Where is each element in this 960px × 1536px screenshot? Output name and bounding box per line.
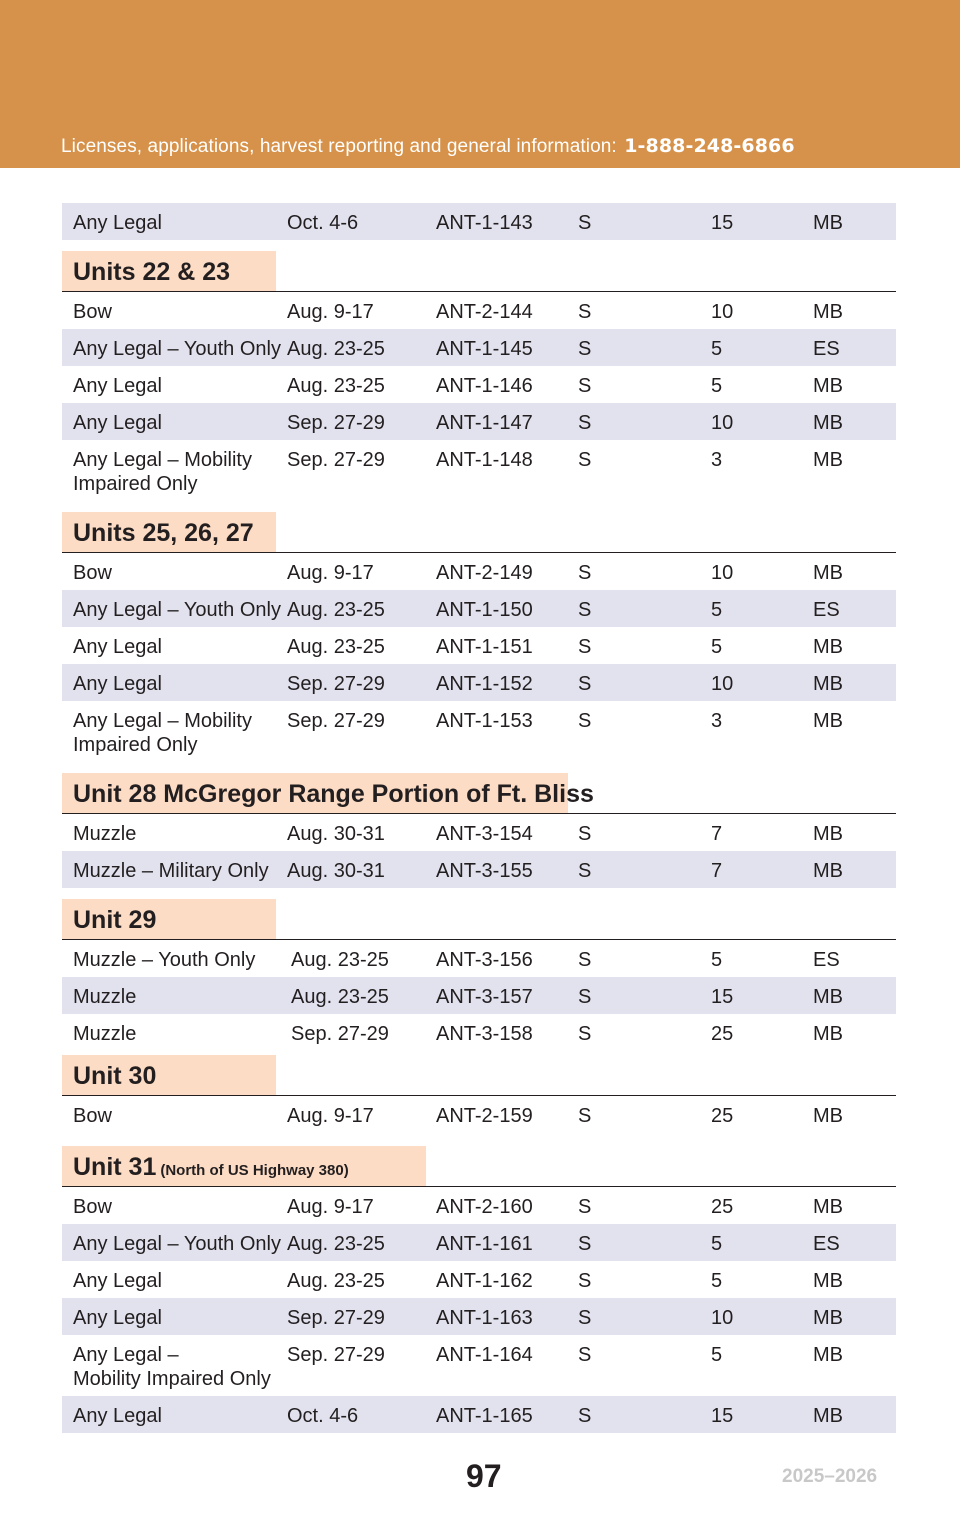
unit-subtitle: (North of US Highway 380): [160, 1162, 349, 1179]
hunt-name: Any Legal: [73, 1270, 162, 1292]
license-type: S: [578, 1405, 592, 1427]
unit-title: Units 22 & 23: [62, 251, 276, 291]
unit-title: Unit 30: [62, 1055, 276, 1095]
hunt-name: Muzzle: [73, 986, 137, 1008]
hunt-dates: Sep. 27-29: [287, 412, 385, 434]
hunt-name: [73, 709, 252, 757]
unit-heading: [62, 1133, 896, 1187]
license-type: S: [578, 1270, 592, 1292]
table-row: [62, 851, 896, 888]
table-row: [62, 1014, 896, 1051]
table-row: [62, 403, 896, 440]
license-type: S: [578, 673, 592, 695]
table-row: [62, 701, 896, 762]
hunt-dates: Aug. 23-25: [287, 338, 385, 360]
license-type: S: [578, 1105, 592, 1127]
license-count: 5: [711, 599, 723, 621]
hunt-dates: Oct. 4-6: [287, 212, 359, 234]
license-count: 25: [711, 1196, 734, 1218]
license-count: 15: [711, 986, 734, 1008]
hunt-name: Any Legal: [73, 1405, 162, 1427]
license-type: S: [578, 375, 592, 397]
table-row: [62, 814, 896, 851]
hunt-dates: Aug. 23-25: [287, 636, 385, 658]
bag-limit: MB: [813, 860, 843, 882]
hunt-name: Bow: [73, 1105, 112, 1127]
license-count: 25: [711, 1105, 734, 1127]
hunt-dates: Aug. 23-25: [287, 1270, 385, 1292]
table-row: [62, 1335, 896, 1396]
hunt-table: [62, 203, 896, 1433]
license-type: S: [578, 212, 592, 234]
license-type: S: [578, 949, 592, 971]
hunt-dates: Sep. 27-29: [287, 710, 385, 732]
license-type: S: [578, 710, 592, 732]
hunt-name-line2: Impaired Only: [73, 473, 198, 495]
license-count: 5: [711, 1270, 723, 1292]
contact-info-text: Licenses, applications, harvest reporting and general information:: [61, 136, 617, 157]
bag-limit: MB: [813, 1105, 843, 1127]
bag-limit: MB: [813, 636, 843, 658]
hunt-dates: Aug. 23-25: [287, 375, 385, 397]
table-row: [62, 977, 896, 1014]
license-type: S: [578, 1196, 592, 1218]
license-count: 5: [711, 1344, 723, 1366]
hunt-name: Muzzle – Youth Only: [73, 949, 256, 971]
bag-limit: MB: [813, 1405, 843, 1427]
license-count: 10: [711, 301, 734, 323]
hunt-code: ANT-1-152: [436, 673, 533, 695]
license-type: S: [578, 986, 592, 1008]
unit-title-text: Unit 31: [73, 1153, 157, 1181]
hunt-dates: Sep. 27-29: [291, 1023, 389, 1045]
hunt-code: ANT-1-146: [436, 375, 533, 397]
hunt-name: Any Legal – Youth Only: [73, 338, 281, 360]
hunt-code: ANT-3-158: [436, 1023, 533, 1045]
hunt-code: ANT-2-149: [436, 562, 533, 584]
license-count: 7: [711, 860, 723, 882]
license-count: 3: [711, 710, 723, 732]
bag-limit: MB: [813, 1307, 843, 1329]
hunt-name: Muzzle: [73, 1023, 137, 1045]
bag-limit: MB: [813, 375, 843, 397]
hunt-name: Bow: [73, 562, 112, 584]
hunt-name: [73, 1343, 271, 1391]
hunt-name: Muzzle: [73, 823, 137, 845]
license-type: S: [578, 823, 592, 845]
license-type: S: [578, 1023, 592, 1045]
table-row: [62, 553, 896, 590]
hunt-name: Any Legal: [73, 375, 162, 397]
contact-info: [61, 135, 795, 158]
hunt-name: Bow: [73, 301, 112, 323]
unit-heading: [62, 762, 896, 814]
hunt-name-line2: Impaired Only: [73, 734, 198, 756]
hunt-dates: Aug. 9-17: [287, 301, 374, 323]
table-row: [62, 1096, 896, 1133]
unit-heading: [62, 501, 896, 553]
hunt-dates: Sep. 27-29: [287, 673, 385, 695]
hunt-code: ANT-1-151: [436, 636, 533, 658]
license-type: S: [578, 860, 592, 882]
license-count: 10: [711, 673, 734, 695]
table-row: [62, 590, 896, 627]
bag-limit: MB: [813, 673, 843, 695]
hunt-name: [73, 448, 252, 496]
license-count: 10: [711, 562, 734, 584]
license-count: 5: [711, 949, 723, 971]
hunt-name: Any Legal: [73, 1307, 162, 1329]
hunt-dates: Aug. 23-25: [287, 599, 385, 621]
hunt-dates: Aug. 30-31: [287, 823, 385, 845]
bag-limit: MB: [813, 212, 843, 234]
hunt-name: Any Legal: [73, 212, 162, 234]
hunt-code: ANT-1-164: [436, 1344, 533, 1366]
hunt-name: Any Legal: [73, 412, 162, 434]
hunt-code: ANT-1-143: [436, 212, 533, 234]
hunt-code: ANT-1-147: [436, 412, 533, 434]
hunt-dates: Sep. 27-29: [287, 449, 385, 471]
license-type: S: [578, 301, 592, 323]
unit-title: Unit 28 McGregor Range Portion of Ft. Bliss: [62, 773, 568, 813]
bag-limit: ES: [813, 1233, 840, 1255]
license-type: S: [578, 449, 592, 471]
hunt-code: ANT-1-162: [436, 1270, 533, 1292]
hunt-code: ANT-1-163: [436, 1307, 533, 1329]
hunt-dates: Oct. 4-6: [287, 1405, 359, 1427]
bag-limit: ES: [813, 599, 840, 621]
bag-limit: MB: [813, 1344, 843, 1366]
hunt-code: ANT-2-159: [436, 1105, 533, 1127]
hunt-code: ANT-3-157: [436, 986, 533, 1008]
bag-limit: MB: [813, 1023, 843, 1045]
hunt-dates: Aug. 30-31: [287, 860, 385, 882]
hunt-dates: Aug. 9-17: [287, 562, 374, 584]
table-row: [62, 1298, 896, 1335]
bag-limit: MB: [813, 562, 843, 584]
table-row: [62, 366, 896, 403]
table-row: [62, 440, 896, 501]
phone-number: 1-888-248-6866: [624, 135, 795, 157]
license-type: S: [578, 636, 592, 658]
hunt-code: ANT-1-153: [436, 710, 533, 732]
unit-title: [62, 1146, 426, 1186]
unit-title: Unit 29: [62, 899, 276, 939]
bag-limit: MB: [813, 823, 843, 845]
hunt-name: Any Legal: [73, 636, 162, 658]
bag-limit: MB: [813, 986, 843, 1008]
bag-limit: MB: [813, 1270, 843, 1292]
edition-year: 2025–2026: [782, 1466, 878, 1487]
hunt-code: ANT-1-161: [436, 1233, 533, 1255]
table-row: [62, 1261, 896, 1298]
table-row: [62, 1224, 896, 1261]
table-row: [62, 329, 896, 366]
hunt-code: ANT-3-156: [436, 949, 533, 971]
unit-heading: [62, 1051, 896, 1096]
license-count: 5: [711, 636, 723, 658]
license-type: S: [578, 338, 592, 360]
page-header-band: [0, 0, 960, 168]
license-count: 25: [711, 1023, 734, 1045]
hunt-name-line1: Any Legal – Mobility: [73, 710, 252, 732]
license-count: 15: [711, 212, 734, 234]
bag-limit: MB: [813, 301, 843, 323]
hunt-name: Muzzle – Military Only: [73, 860, 269, 882]
hunt-dates: Aug. 23-25: [291, 986, 389, 1008]
license-count: 10: [711, 1307, 734, 1329]
unit-title: Units 25, 26, 27: [62, 512, 276, 552]
hunt-code: ANT-3-155: [436, 860, 533, 882]
license-type: S: [578, 1307, 592, 1329]
table-row: [62, 627, 896, 664]
license-count: 3: [711, 449, 723, 471]
bag-limit: MB: [813, 710, 843, 732]
hunt-code: ANT-1-148: [436, 449, 533, 471]
bag-limit: MB: [813, 449, 843, 471]
hunt-dates: Aug. 9-17: [287, 1196, 374, 1218]
hunt-name-line1: Any Legal – Mobility: [73, 449, 252, 471]
hunt-dates: Aug. 23-25: [291, 949, 389, 971]
hunt-dates: Aug. 23-25: [287, 1233, 385, 1255]
hunt-name: Bow: [73, 1196, 112, 1218]
hunt-name-line2: Mobility Impaired Only: [73, 1368, 271, 1390]
license-type: S: [578, 412, 592, 434]
table-row: [62, 940, 896, 977]
license-type: S: [578, 1233, 592, 1255]
bag-limit: ES: [813, 338, 840, 360]
table-row: [62, 203, 896, 240]
hunt-code: ANT-2-160: [436, 1196, 533, 1218]
bag-limit: MB: [813, 412, 843, 434]
page-number: 97: [466, 1458, 502, 1494]
license-count: 7: [711, 823, 723, 845]
license-count: 15: [711, 1405, 734, 1427]
hunt-dates: Aug. 9-17: [287, 1105, 374, 1127]
table-row: [62, 664, 896, 701]
hunt-name: Any Legal – Youth Only: [73, 599, 281, 621]
bag-limit: MB: [813, 1196, 843, 1218]
license-type: S: [578, 562, 592, 584]
table-row: [62, 1187, 896, 1224]
hunt-code: ANT-2-144: [436, 301, 533, 323]
license-count: 5: [711, 1233, 723, 1255]
license-count: 5: [711, 338, 723, 360]
license-type: S: [578, 1344, 592, 1366]
unit-heading: [62, 240, 896, 292]
hunt-code: ANT-3-154: [436, 823, 533, 845]
unit-heading: [62, 888, 896, 940]
hunt-dates: Sep. 27-29: [287, 1307, 385, 1329]
table-row: [62, 292, 896, 329]
bag-limit: ES: [813, 949, 840, 971]
hunt-code: ANT-1-150: [436, 599, 533, 621]
hunt-name-line1: Any Legal –: [73, 1344, 179, 1366]
hunt-code: ANT-1-165: [436, 1405, 533, 1427]
hunt-name: Any Legal: [73, 673, 162, 695]
license-count: 5: [711, 375, 723, 397]
table-row: [62, 1396, 896, 1433]
hunt-dates: Sep. 27-29: [287, 1344, 385, 1366]
hunt-code: ANT-1-145: [436, 338, 533, 360]
hunt-name: Any Legal – Youth Only: [73, 1233, 281, 1255]
license-count: 10: [711, 412, 734, 434]
license-type: S: [578, 599, 592, 621]
